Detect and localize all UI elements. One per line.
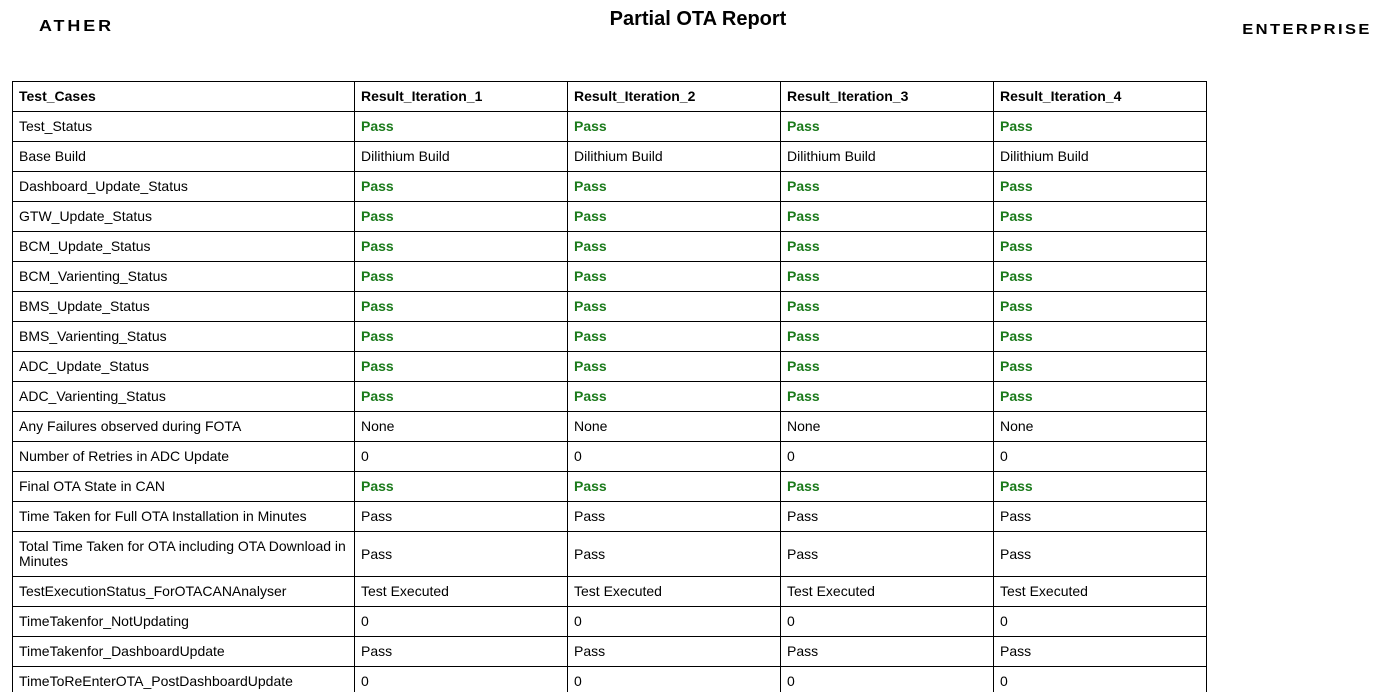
page-title: Partial OTA Report: [609, 8, 787, 30]
result-cell-iteration-1: Pass: [355, 232, 568, 262]
result-cell-iteration-3: 0: [781, 442, 994, 472]
test-case-label: Total Time Taken for OTA including OTA Download in Minutes: [13, 532, 355, 577]
test-case-label: TimeToReEnterOTA_PostDashboardUpdate: [13, 667, 355, 692]
table-row: [13, 472, 1207, 502]
result-cell-iteration-3: Pass: [781, 202, 994, 232]
result-cell-iteration-1: Pass: [355, 382, 568, 412]
table-row: [13, 112, 1207, 142]
result-cell-iteration-2: Test Executed: [568, 577, 781, 607]
result-cell-iteration-3: Pass: [781, 637, 994, 667]
result-cell-iteration-2: Pass: [568, 262, 781, 292]
result-cell-iteration-1: Pass: [355, 202, 568, 232]
result-cell-iteration-3: Pass: [781, 262, 994, 292]
result-cell-iteration-4: Pass: [994, 637, 1207, 667]
result-cell-iteration-2: Pass: [568, 532, 781, 577]
header-row: [13, 82, 1207, 112]
result-cell-iteration-3: Dilithium Build: [781, 142, 994, 172]
table-row: [13, 667, 1207, 692]
table-header: [13, 82, 1207, 112]
table-row: [13, 412, 1207, 442]
table-row: [13, 202, 1207, 232]
test-case-label: ADC_Update_Status: [13, 352, 355, 382]
result-cell-iteration-1: None: [355, 412, 568, 442]
test-case-label: BCM_Update_Status: [13, 232, 355, 262]
table-row: [13, 352, 1207, 382]
result-cell-iteration-1: Pass: [355, 502, 568, 532]
result-cell-iteration-3: Pass: [781, 172, 994, 202]
result-cell-iteration-3: Pass: [781, 382, 994, 412]
test-case-label: TestExecutionStatus_ForOTACANAnalyser: [13, 577, 355, 607]
result-cell-iteration-2: Pass: [568, 637, 781, 667]
test-case-label: ADC_Varienting_Status: [13, 382, 355, 412]
result-cell-iteration-2: 0: [568, 442, 781, 472]
column-header-iteration-1: Result_Iteration_1: [355, 82, 568, 112]
table-row: [13, 322, 1207, 352]
result-cell-iteration-2: Pass: [568, 112, 781, 142]
table-body: [13, 112, 1207, 692]
result-cell-iteration-2: Pass: [568, 292, 781, 322]
result-cell-iteration-4: 0: [994, 607, 1207, 637]
ota-report-table: [12, 81, 1207, 692]
column-header-iteration-4: Result_Iteration_4: [994, 82, 1207, 112]
result-cell-iteration-3: Pass: [781, 532, 994, 577]
result-cell-iteration-3: None: [781, 412, 994, 442]
result-cell-iteration-4: Pass: [994, 202, 1207, 232]
ather-logo: ATHER: [39, 18, 114, 35]
table-row: [13, 532, 1207, 577]
test-case-label: GTW_Update_Status: [13, 202, 355, 232]
column-header-iteration-3: Result_Iteration_3: [781, 82, 994, 112]
table-row: [13, 142, 1207, 172]
result-cell-iteration-1: Pass: [355, 262, 568, 292]
table-row: [13, 577, 1207, 607]
result-cell-iteration-2: Pass: [568, 382, 781, 412]
result-cell-iteration-4: Dilithium Build: [994, 142, 1207, 172]
result-cell-iteration-2: Dilithium Build: [568, 142, 781, 172]
table-row: [13, 262, 1207, 292]
result-cell-iteration-3: 0: [781, 607, 994, 637]
result-cell-iteration-4: Pass: [994, 322, 1207, 352]
result-cell-iteration-4: Pass: [994, 172, 1207, 202]
test-case-label: Final OTA State in CAN: [13, 472, 355, 502]
result-cell-iteration-1: 0: [355, 667, 568, 692]
table-row: [13, 382, 1207, 412]
result-cell-iteration-3: Pass: [781, 232, 994, 262]
result-cell-iteration-2: Pass: [568, 352, 781, 382]
result-cell-iteration-4: Pass: [994, 352, 1207, 382]
result-cell-iteration-4: Pass: [994, 262, 1207, 292]
result-cell-iteration-2: 0: [568, 607, 781, 637]
result-cell-iteration-1: Pass: [355, 352, 568, 382]
test-case-label: BMS_Varienting_Status: [13, 322, 355, 352]
result-cell-iteration-2: None: [568, 412, 781, 442]
table-row: [13, 172, 1207, 202]
result-cell-iteration-1: Test Executed: [355, 577, 568, 607]
result-cell-iteration-2: 0: [568, 667, 781, 692]
column-header-iteration-2: Result_Iteration_2: [568, 82, 781, 112]
result-cell-iteration-1: Pass: [355, 292, 568, 322]
result-cell-iteration-1: Pass: [355, 112, 568, 142]
result-cell-iteration-3: Pass: [781, 112, 994, 142]
result-cell-iteration-3: Pass: [781, 502, 994, 532]
test-case-label: Number of Retries in ADC Update: [13, 442, 355, 472]
test-case-label: Any Failures observed during FOTA: [13, 412, 355, 442]
result-cell-iteration-3: Pass: [781, 472, 994, 502]
result-cell-iteration-1: Pass: [355, 172, 568, 202]
test-case-label: Time Taken for Full OTA Installation in Minutes: [13, 502, 355, 532]
result-cell-iteration-3: Pass: [781, 292, 994, 322]
table-row: [13, 637, 1207, 667]
table-row: [13, 292, 1207, 322]
result-cell-iteration-4: Pass: [994, 472, 1207, 502]
result-cell-iteration-1: Pass: [355, 472, 568, 502]
result-cell-iteration-1: Pass: [355, 322, 568, 352]
test-case-label: BCM_Varienting_Status: [13, 262, 355, 292]
result-cell-iteration-3: Pass: [781, 322, 994, 352]
test-case-label: Base Build: [13, 142, 355, 172]
result-cell-iteration-4: Pass: [994, 502, 1207, 532]
test-case-label: TimeTakenfor_DashboardUpdate: [13, 637, 355, 667]
result-cell-iteration-2: Pass: [568, 232, 781, 262]
table-row: [13, 442, 1207, 472]
result-cell-iteration-2: Pass: [568, 472, 781, 502]
result-cell-iteration-4: Pass: [994, 292, 1207, 322]
result-cell-iteration-1: 0: [355, 442, 568, 472]
column-header-test-cases: Test_Cases: [13, 82, 355, 112]
table-row: [13, 502, 1207, 532]
result-cell-iteration-4: Test Executed: [994, 577, 1207, 607]
result-cell-iteration-4: 0: [994, 667, 1207, 692]
result-cell-iteration-1: Dilithium Build: [355, 142, 568, 172]
result-cell-iteration-1: Pass: [355, 637, 568, 667]
enterprise-logo: ENTERPRISE: [1242, 21, 1372, 38]
result-cell-iteration-4: Pass: [994, 232, 1207, 262]
test-case-label: Dashboard_Update_Status: [13, 172, 355, 202]
result-cell-iteration-3: 0: [781, 667, 994, 692]
table-row: [13, 607, 1207, 637]
result-cell-iteration-1: 0: [355, 607, 568, 637]
result-cell-iteration-2: Pass: [568, 502, 781, 532]
result-cell-iteration-2: Pass: [568, 202, 781, 232]
test-case-label: BMS_Update_Status: [13, 292, 355, 322]
test-case-label: Test_Status: [13, 112, 355, 142]
result-cell-iteration-2: Pass: [568, 322, 781, 352]
result-cell-iteration-2: Pass: [568, 172, 781, 202]
result-cell-iteration-1: Pass: [355, 532, 568, 577]
result-cell-iteration-3: Test Executed: [781, 577, 994, 607]
result-cell-iteration-4: Pass: [994, 112, 1207, 142]
test-case-label: TimeTakenfor_NotUpdating: [13, 607, 355, 637]
result-cell-iteration-4: Pass: [994, 532, 1207, 577]
result-cell-iteration-4: None: [994, 412, 1207, 442]
result-cell-iteration-3: Pass: [781, 352, 994, 382]
result-cell-iteration-4: 0: [994, 442, 1207, 472]
result-cell-iteration-4: Pass: [994, 382, 1207, 412]
table-row: [13, 232, 1207, 262]
